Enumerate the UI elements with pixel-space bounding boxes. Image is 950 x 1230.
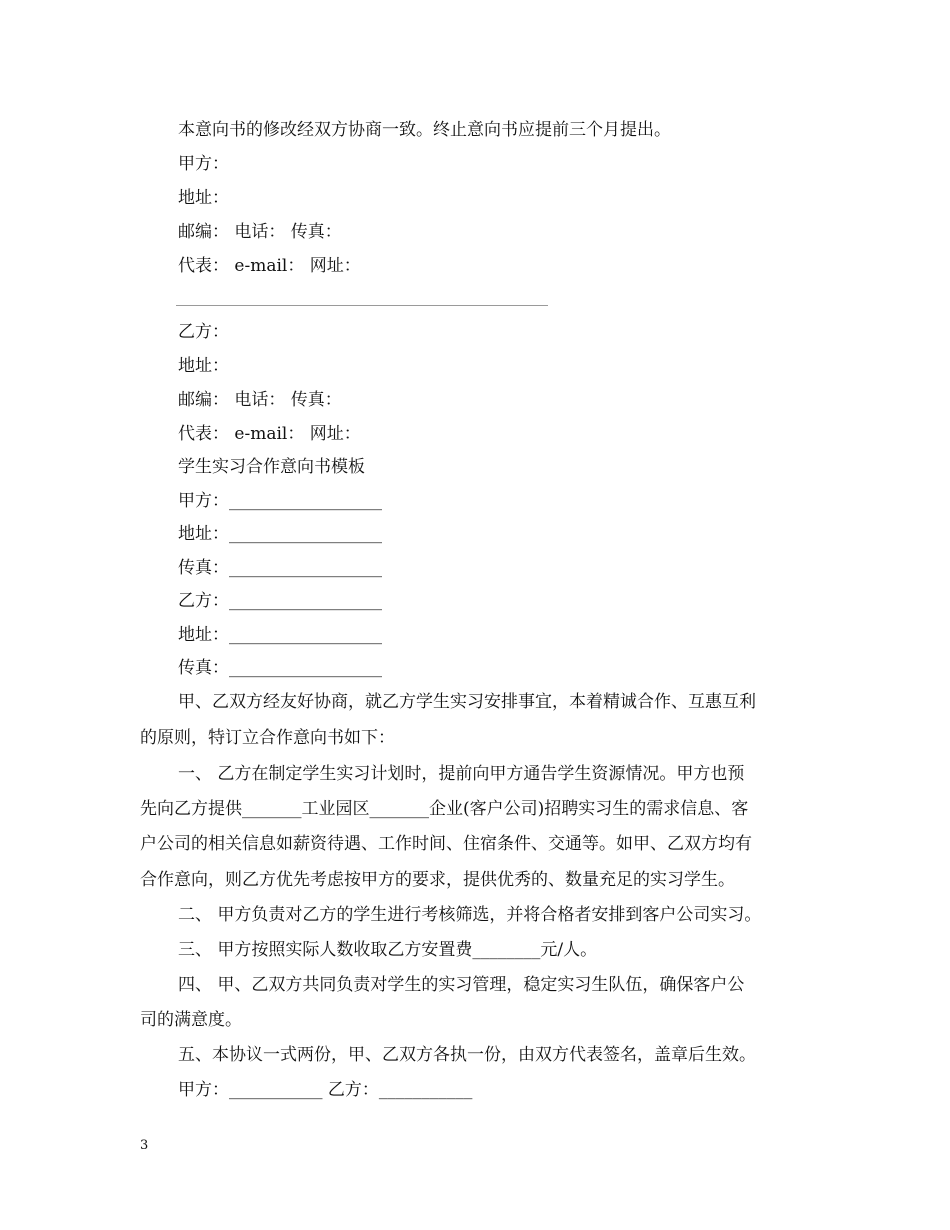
text-line: 地址：: [178, 356, 229, 376]
text-line: 地址：__________________: [178, 625, 382, 645]
text-line: 乙方：__________________: [178, 591, 382, 611]
text-line: 甲方：__________________: [178, 491, 382, 511]
paragraph-line: 甲、乙双方经友好协商，就乙方学生实习安排事宜，本着精诚合作、互惠互利: [178, 692, 756, 712]
clause-line: 户公司的相关信息如薪资待遇、工作时间、住宿条件、交通等。如甲、乙双方均有: [140, 834, 752, 854]
section-title: 学生实习合作意向书模板: [178, 457, 365, 477]
separator-rule: [176, 305, 548, 306]
text-line: 传真：__________________: [178, 558, 382, 578]
page-number: 3: [140, 1138, 149, 1153]
paragraph-line: 的原则，特订立合作意向书如下：: [140, 728, 395, 748]
clause-line: 司的满意度。: [140, 1010, 242, 1030]
text-line: 地址：: [178, 188, 229, 208]
text-line: 乙方：: [178, 322, 229, 342]
clause-line: 五、本协议一式两份，甲、乙双方各执一份，由双方代表签名，盖章后生效。: [178, 1045, 756, 1065]
text-line: 地址：__________________: [178, 524, 382, 544]
text-line: 邮编： 电话： 传真：: [178, 390, 342, 410]
text-line: 传真：__________________: [178, 658, 382, 678]
clause-line: 先向乙方提供_______工业园区_______企业(客户公司)招聘实习生的需求信息、客: [140, 799, 749, 819]
signature-line: 甲方：___________ 乙方：___________: [178, 1080, 473, 1100]
clause-line: 三、 甲方按照实际人数收取乙方安置费________元/人。: [178, 940, 598, 960]
text-line: 本意向书的修改经双方协商一致。终止意向书应提前三个月提出。: [178, 120, 671, 140]
text-line: 邮编： 电话： 传真：: [178, 222, 342, 242]
text-line: 代表： e-mail： 网址：: [178, 424, 361, 444]
text-line: 代表： e-mail： 网址：: [178, 256, 361, 276]
clause-line: 一、 乙方在制定学生实习计划时，提前向甲方通告学生资源情况。甲方也预: [178, 764, 745, 784]
clause-line: 四、 甲、乙双方共同负责对学生的实习管理，稳定实习生队伍，确保客户公: [178, 975, 745, 995]
text-line: 甲方：: [178, 154, 229, 174]
clause-line: 合作意向，则乙方优先考虑按甲方的要求，提供优秀的、数量充足的实习学生。: [140, 870, 735, 890]
clause-line: 二、 甲方负责对乙方的学生进行考核筛选，并将合格者安排到客户公司实习。: [178, 905, 762, 925]
